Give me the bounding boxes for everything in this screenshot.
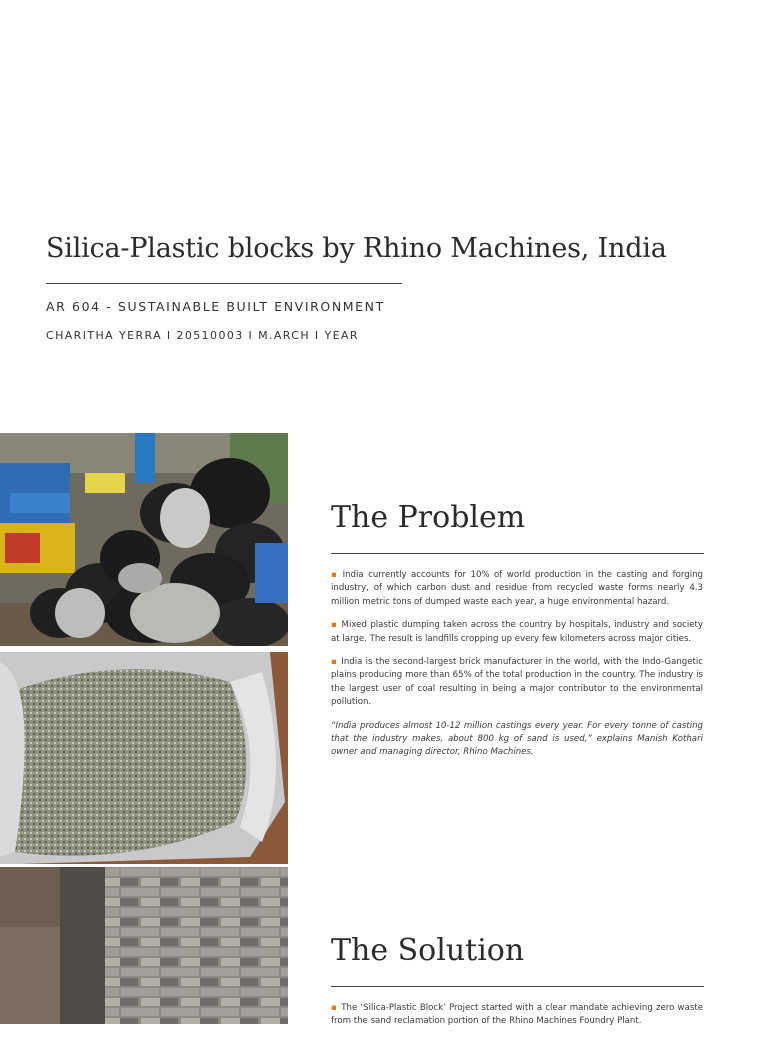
plastic-waste-bags-photo — [0, 433, 288, 646]
problem-bullet-text: India currently accounts for 10% of world production in the casting and forging industry, of which carbon dust and residue from recycled waste forms nearly 4.3 million metric tons of dumped waste each year, a huge environmental hazard. — [331, 570, 703, 607]
solution-bullet-text: The ‘Silica-Plastic Block’ Project started with a clear mandate achieving zero waste from the sand reclamation portion of the Rhino Machines Foundry Plant. — [331, 1003, 703, 1027]
title-divider — [46, 283, 402, 284]
bullet-icon: ▪ — [331, 620, 338, 631]
bullet-icon: ▪ — [331, 1003, 338, 1013]
problem-text-column — [331, 569, 703, 760]
problem-heading: The Problem — [331, 500, 526, 535]
shredded-plastic-sack-photo — [0, 652, 288, 864]
problem-quote: “India produces almost 10-12 million castings every year. For every tonne of casting that the industry makes, about 800 kg of sand is used,” explains Manish Kothari owner and managing director, Rhino Machines. — [331, 720, 703, 758]
problem-bullet-item — [331, 569, 703, 609]
problem-bullet-text: India is the second-largest brick manufacturer in the world, with the Indo-Gangetic plains producing more than 65% of the total production in the country. The industry is the largest user of coal resulting in being a major contributor to the environmental pollution. — [331, 657, 704, 708]
page-title: Silica-Plastic blocks by Rhino Machines, India — [46, 233, 667, 264]
author-line: CHARITHA YERRA I 20510003 I M.ARCH I YEAR — [46, 329, 359, 342]
solution-divider — [331, 986, 704, 987]
problem-divider — [331, 553, 704, 554]
problem-bullet-item — [331, 619, 703, 646]
course-subtitle: AR 604 - SUSTAINABLE BUILT ENVIRONMENT — [46, 299, 385, 314]
bullet-icon: ▪ — [331, 657, 338, 668]
problem-bullet-text: Mixed plastic dumping taken across the country by hospitals, industry and society at large. The result is landfills cropping up every few kilometers across major cities. — [331, 620, 704, 644]
solution-heading: The Solution — [331, 933, 525, 968]
solution-text-column — [331, 1002, 703, 1039]
solution-bullet-item — [331, 1002, 703, 1029]
block-wall-photo — [0, 867, 288, 1024]
problem-bullet-item — [331, 656, 703, 710]
bullet-icon: ▪ — [331, 570, 339, 580]
